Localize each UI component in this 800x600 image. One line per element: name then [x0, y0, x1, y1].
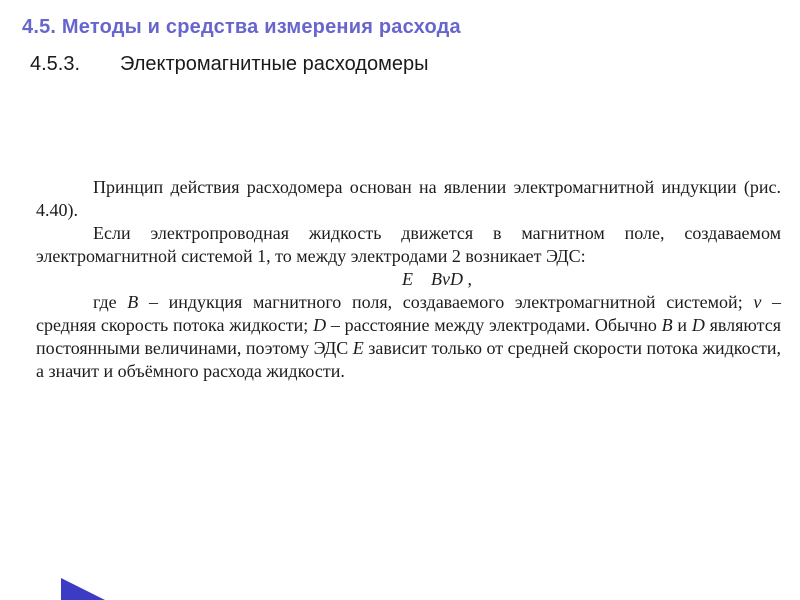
- paragraph-explanation: где B – индукция магнитного поля, создаваемого электромагнитной системой; v – средняя скорость потока жидкости; D – расстояние между электродами. Обычно B и D являются постоянными величинами, поэтому ЭДС E зависит только от средней скорости потока жидкости, а значит и объёмного расхода жидкости.: [36, 292, 782, 381]
- paragraph-principle: Принцип действия расходомера основан на явлении электромагнитной индукции (рис. 4.40).: [36, 177, 781, 220]
- slide-subtitle: [30, 53, 428, 76]
- subtitle-number: 4.5.3.: [30, 53, 81, 75]
- formula-emf: E BvD ,: [402, 269, 472, 289]
- corner-triangle-decoration: [61, 578, 105, 600]
- body-text-block: [36, 176, 781, 383]
- slide-title: 4.5. Методы и средства измерения расхода: [22, 16, 461, 38]
- paragraph-condition: Если электропроводная жидкость движется в магнитном поле, создаваемом электромагнитной системой 1, то между электродами 2 возникает ЭДС:: [36, 223, 781, 266]
- subtitle-text: Электромагнитные расходомеры: [120, 53, 429, 75]
